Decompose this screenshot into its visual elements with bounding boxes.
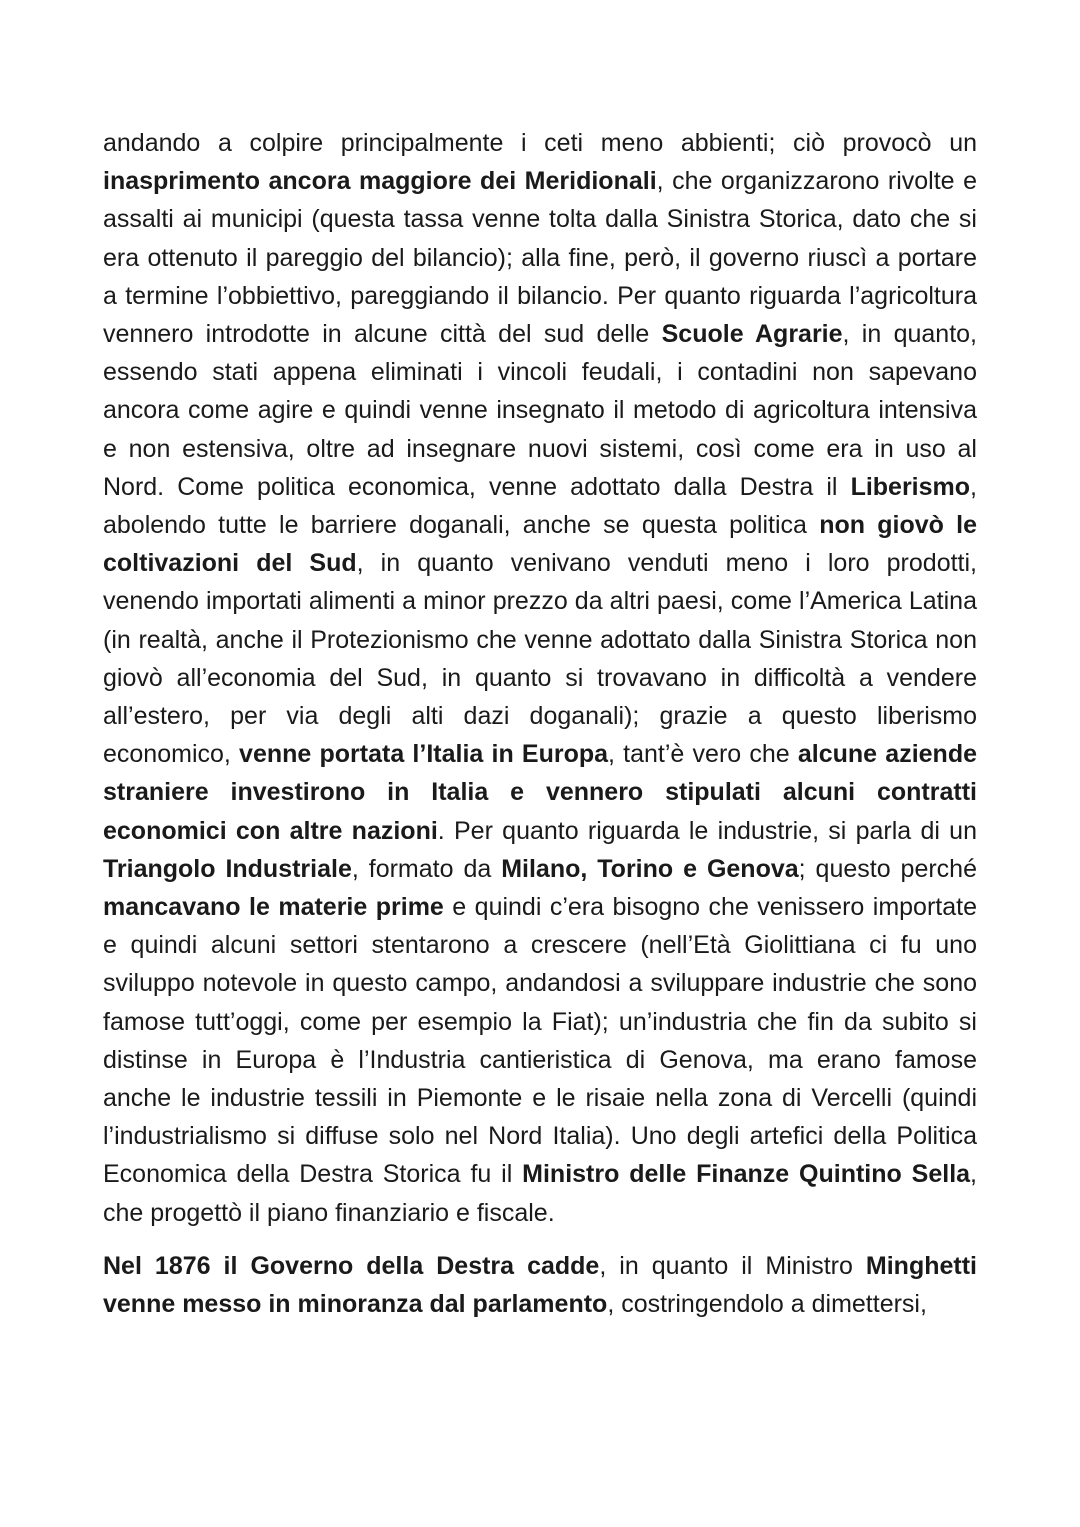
text-run: , in quanto il Ministro	[599, 1251, 866, 1280]
bold-text-run: inasprimento ancora maggiore dei Meridionali	[103, 167, 657, 196]
bold-text-run: Milano, Torino e Genova	[501, 854, 799, 883]
bold-text-run: Triangolo Industriale	[103, 854, 352, 883]
text-run: . Per quanto riguarda le industrie, si parla di un	[437, 816, 977, 845]
text-run: , in quanto venivano venduti meno i loro prodotti, venendo importati alimenti a minor prezzo da altri paesi, come l’America Latina (in realtà, anche il Protezionismo che venne adottato dalla Sinistra Storica non giovò all’economia del Sud, in quanto si trovavano in difficoltà a vendere all’estero, per via degli alti dazi doganali); grazie a questo liberismo economico,	[103, 549, 977, 769]
text-run: , tant’è vero che	[608, 740, 798, 769]
text-run: , costringendolo a dimettersi,	[607, 1290, 927, 1319]
text-run: , che progettò il piano finanziario e fiscale.	[103, 1160, 977, 1227]
text-run: andando a colpire principalmente i ceti meno abbienti; ciò provocò un	[103, 129, 977, 157]
paragraph-1	[103, 124, 977, 1232]
document-page	[103, 124, 977, 1323]
bold-text-run: Scuole Agrarie	[661, 320, 843, 349]
bold-text-run: Ministro delle Finanze Quintino Sella	[522, 1160, 971, 1189]
text-run: , formato da	[351, 854, 502, 883]
bold-text-run: mancavano le materie prime	[103, 893, 444, 922]
bold-text-run: alcune aziende straniere investirono in Italia e vennero stipulati alcuni contratti economici con altre nazioni	[103, 740, 977, 845]
bold-text-run: Nel 1876 il Governo della Destra cadde	[103, 1251, 600, 1280]
text-run: ; questo perché	[798, 854, 977, 883]
text-run: e quindi c’era bisogno che venissero importate e quindi alcuni settori stentarono a crescere (nell’Età Giolittiana ci fu uno sviluppo notevole in questo campo, andandosi a sviluppare industrie che sono famose tutt’oggi, come per esempio la Fiat); un’industria che fin da subito si distinse in Europa è l’Industria cantieristica di Genova, ma erano famose anche le industrie tessili in Piemonte e le risaie nella zona di Vercelli (quindi l’industrialismo si diffuse solo nel Nord Italia). Uno degli artefici della Politica Economica della Destra Storica fu il	[103, 893, 977, 1189]
paragraph-2	[103, 1247, 977, 1323]
bold-text-run: non giovò le coltivazioni del Sud	[103, 511, 977, 578]
bold-text-run: venne portata l’Italia in Europa	[239, 740, 609, 769]
bold-text-run: Minghetti venne messo in minoranza dal parlamento	[103, 1251, 977, 1319]
text-run: , che organizzarono rivolte e assalti ai municipi (questa tassa venne tolta dalla Sinistra Storica, dato che si era ottenuto il pareggio del bilancio); alla fine, però, il governo riuscì a portare a termine l’obbiettivo, pareggiando il bilancio. Per quanto riguarda l’agricoltura vennero introdotte in alcune città del sud delle	[103, 167, 977, 349]
bold-text-run: Liberismo	[850, 472, 971, 501]
text-run: , abolendo tutte le barriere doganali, anche se questa politica	[103, 472, 977, 540]
text-run: , in quanto, essendo stati appena eliminati i vincoli feudali, i contadini non sapevano ancora come agire e quindi venne insegnato il metodo di agricoltura intensiva e non estensiva, oltre ad insegnare nuovi sistemi, così come era in uso al Nord. Come politica economica, venne adottato dalla Destra il	[103, 320, 977, 501]
